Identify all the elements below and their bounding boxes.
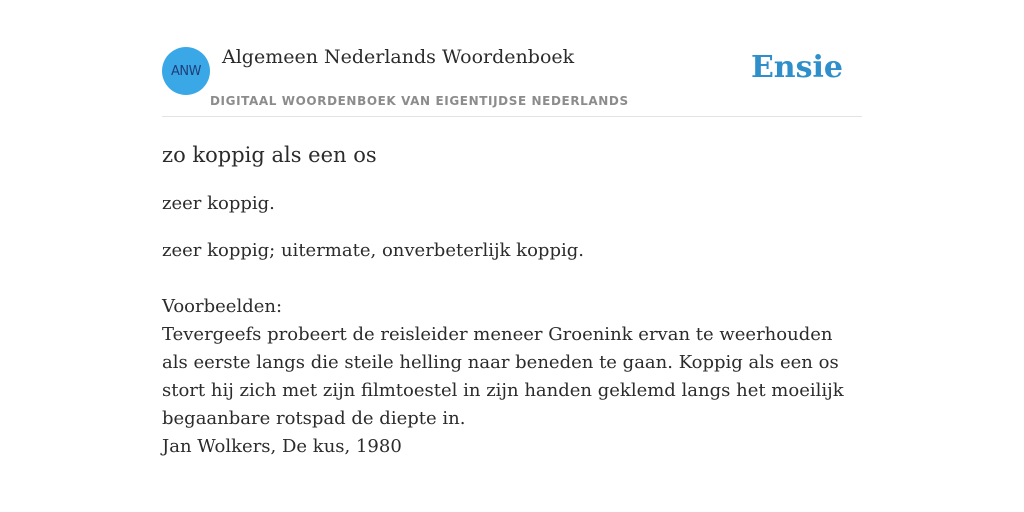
site-header xyxy=(162,0,862,117)
long-definition: zeer koppig; uitermate, onverbeterlijk koppig. xyxy=(162,240,584,261)
anw-logo[interactable]: ANW xyxy=(162,47,210,95)
entry-content xyxy=(162,140,862,461)
site-title[interactable]: Algemeen Nederlands Woordenboek xyxy=(222,46,575,68)
short-definition: zeer koppig. xyxy=(162,193,275,214)
examples-label: Voorbeelden: xyxy=(162,296,283,317)
site-subtitle: DIGITAAL WOORDENBOEK VAN EIGENTIJDSE NEDERLANDS xyxy=(210,94,629,108)
examples-block xyxy=(162,293,862,461)
example-source: Jan Wolkers, De kus, 1980 xyxy=(162,436,402,457)
entry-headword: zo koppig als een os xyxy=(162,143,377,167)
example-text: Tevergeefs probeert de reisleider meneer Groenink ervan te weerhouden als eerste langs die steile helling naar beneden te gaan. Koppig als een os stort hij zich met zijn filmtoestel in zijn handen geklemd langs het moeilijk begaanbare rotspad de diepte in. xyxy=(162,324,844,429)
ensie-brand-link[interactable]: Ensie xyxy=(750,50,843,85)
